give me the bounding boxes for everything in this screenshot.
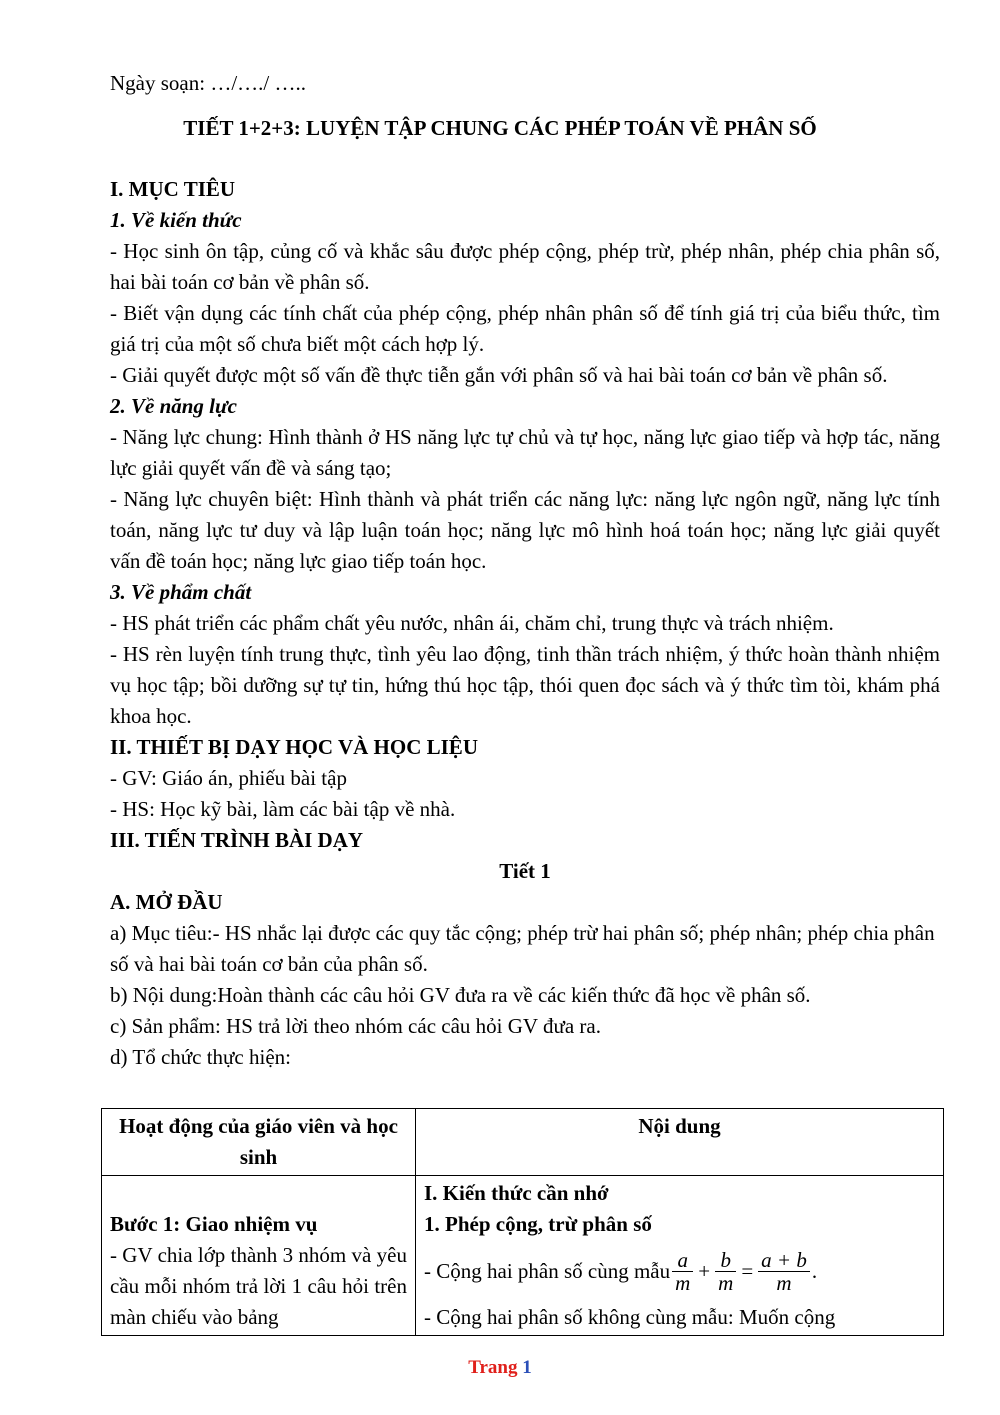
section-equipment-heading: II. THIẾT BỊ DẠY HỌC VÀ HỌC LIỆU xyxy=(110,735,478,759)
competence-item: - Năng lực chuyên biệt: Hình thành và phát triển các năng lực: năng lực ngôn ngữ, năng lực tính toán, năng lực tư duy và lập luận toán học; năng lực mô hình hoá toán học; năng lực giải quyết vấn đề toán học; năng lực giao tiếp toán học. xyxy=(110,487,940,573)
add-subtract-heading: 1. Phép cộng, trừ phân số xyxy=(424,1212,652,1236)
plus-sign: + xyxy=(698,1258,711,1283)
same-denominator-rule xyxy=(424,1240,935,1302)
part-a-heading: A. MỞ ĐẦU xyxy=(110,890,223,914)
section-objectives-heading: I. MỤC TIÊU xyxy=(110,177,236,201)
period-heading: Tiết 1 xyxy=(499,859,551,883)
equipment-item: - HS: Học kỹ bài, làm các bài tập về nhà. xyxy=(110,797,456,821)
part-a-item: d) Tổ chức thực hiện: xyxy=(110,1045,291,1069)
step-title: Bước 1: Giao nhiệm vụ xyxy=(110,1212,318,1236)
part-a-item: c) Sản phẩm: HS trả lời theo nhóm các câu hỏi GV đưa ra. xyxy=(110,1014,601,1038)
page-footer xyxy=(0,1357,1000,1379)
quality-item: - HS phát triển các phẩm chất yêu nước, nhân ái, chăm chỉ, trung thực và trách nhiệm. xyxy=(110,611,834,635)
knowledge-heading: 1. Về kiến thức xyxy=(110,208,242,232)
knowledge-item: - Học sinh ôn tập, củng cố và khắc sâu được phép cộng, phép trừ, phép nhân, phép chia phân số, hai bài toán cơ bản về phân số. xyxy=(110,239,940,294)
part-a-item: a) Mục tiêu:- HS nhắc lại được các quy tắc cộng; phép trừ hai phân số; phép nhân; phép chia phân số và hai bài toán cơ bản của phân số. xyxy=(110,921,935,976)
competence-heading: 2. Về năng lực xyxy=(110,394,237,418)
activity-table xyxy=(101,1108,944,1336)
activity-cell xyxy=(102,1176,416,1336)
header-content: Nội dung xyxy=(416,1109,944,1176)
knowledge-item: - Biết vận dụng các tính chất của phép cộng, phép nhân phân số để tính giá trị của biểu thức, tìm giá trị của một số chưa biết một cách hợp lý. xyxy=(110,301,940,356)
date-line: Ngày soạn: …/…./ ….. xyxy=(110,71,306,95)
different-denominator-rule: - Cộng hai phân số không cùng mẫu: Muốn cộng xyxy=(424,1305,836,1329)
section-process-heading: III. TIẾN TRÌNH BÀI DẠY xyxy=(110,828,364,852)
quality-item: - HS rèn luyện tính trung thực, tình yêu lao động, tinh thần trách nhiệm, ý thức hoàn thành nhiệm vụ học tập; bồi dưỡng sự tự tin, hứng thú học tập, thói quen đọc sách và ý thức tìm tòi, khám phá khoa học. xyxy=(110,642,940,728)
fraction-sum: $\frac{a + b}{m}$ xyxy=(758,1249,810,1294)
page-label: Trang xyxy=(468,1357,518,1378)
header-teacher-student: Hoạt động của giáo viên và học sinh xyxy=(102,1109,416,1176)
fraction-b-over-m: $\frac{b}{m}$ xyxy=(715,1249,736,1294)
formula-end: . xyxy=(811,1258,818,1283)
part-a-item: b) Nội dung:Hoàn thành các câu hỏi GV đưa ra về các kiến thức đã học về phân số. xyxy=(110,983,811,1007)
page-number: 1 xyxy=(522,1357,532,1378)
competence-item: - Năng lực chung: Hình thành ở HS năng lực tự chủ và tự học, năng lực giao tiếp và hợp tác, năng lực giải quyết vấn đề và sáng tạo; xyxy=(110,425,940,480)
knowledge-recall-heading: I. Kiến thức cần nhớ xyxy=(424,1181,609,1205)
equipment-item: - GV: Giáo án, phiếu bài tập xyxy=(110,766,347,790)
equals-sign: = xyxy=(741,1258,754,1283)
quality-heading: 3. Về phẩm chất xyxy=(110,580,252,604)
content-cell xyxy=(416,1176,944,1336)
rule-text: - Cộng hai phân số cùng mẫu xyxy=(424,1258,671,1283)
document-body xyxy=(110,174,940,1073)
step-text: - GV chia lớp thành 3 nhóm và yêu cầu mỗi nhóm trả lời 1 câu hỏi trên màn chiếu vào bảng xyxy=(110,1243,407,1329)
fraction-a-over-m: $\frac{a}{m}$ xyxy=(672,1249,693,1294)
table-header-row xyxy=(102,1109,944,1176)
lesson-title: TIẾT 1+2+3: LUYỆN TẬP CHUNG CÁC PHÉP TOÁN VỀ PHÂN SỐ xyxy=(183,116,817,140)
table-row xyxy=(102,1176,944,1336)
knowledge-item: - Giải quyết được một số vấn đề thực tiễn gắn với phân số và hai bài toán cơ bản về phân số. xyxy=(110,363,888,387)
